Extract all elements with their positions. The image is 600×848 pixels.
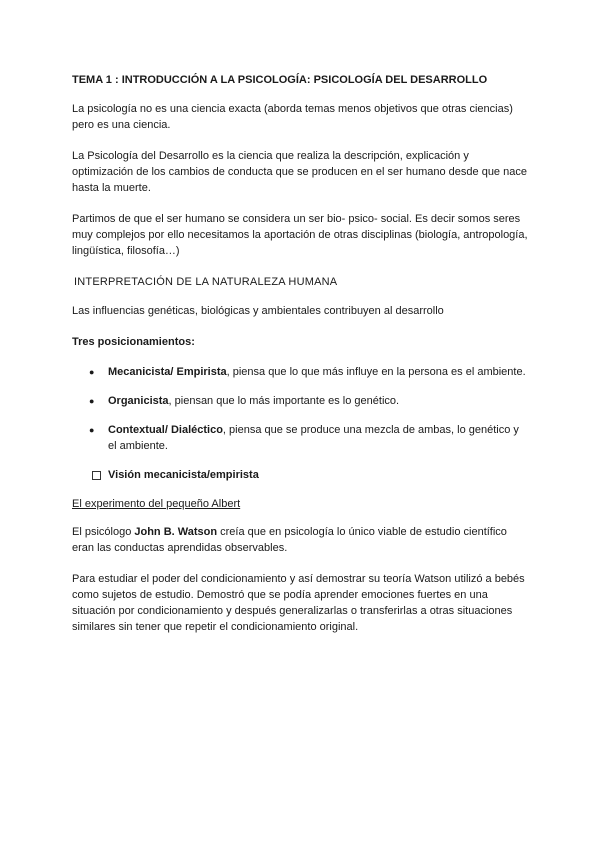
position-term: Mecanicista/ Empirista	[108, 366, 227, 378]
checklist-item-mechanicist[interactable]	[72, 467, 528, 483]
bullet-icon: ●	[89, 425, 95, 435]
checklist-item-label: Visión mecanicista/empirista	[108, 469, 259, 481]
position-description: , piensan que lo más importante es lo genético.	[168, 395, 400, 407]
position-description: , piensa que lo que más influye en la persona es el ambiente.	[226, 366, 526, 378]
positions-heading: Tres posicionamientos:	[72, 336, 195, 348]
position-term: Organicista	[108, 395, 169, 407]
paragraph-influences: Las influencias genéticas, biológicas y ambientales contribuyen al desarrollo	[72, 305, 444, 317]
paragraph-watson	[72, 524, 528, 556]
list-item	[72, 364, 528, 380]
watson-suffix: creía que en psicología lo único viable de estudio científico eran las conductas aprendidas observables.	[72, 526, 507, 554]
watson-name: John B. Watson	[134, 526, 218, 538]
document-title: TEMA 1 : INTRODUCCIÓN A LA PSICOLOGÍA: PSICOLOGÍA DEL DESARROLLO	[72, 74, 488, 86]
experiment-heading: El experimento del pequeño Albert	[72, 498, 241, 510]
list-item	[72, 422, 528, 454]
position-description: , piensa que se produce una mezcla de ambas, lo genético y el ambiente.	[108, 424, 519, 452]
paragraph-conditioning: Para estudiar el poder del condicionamiento y así demostrar su teoría Watson utilizó a bebés como sujetos de estudio. Demostró que se podía aprender emociones fuertes en una situación por condicionamiento y después generalizarlas o transferirlas a otras situaciones similares sin tener que repetir el condicionamiento original.	[72, 573, 525, 633]
position-term: Contextual/ Dialéctico	[108, 424, 223, 436]
paragraph-developmental-definition: La Psicología del Desarrollo es la ciencia que realiza la descripción, explicación y optimización de los cambios de conducta que se producen en el ser humano desde que nace hasta la muerte.	[72, 150, 527, 194]
checkbox-icon[interactable]	[92, 471, 101, 480]
paragraph-psychology-science: La psicología no es una ciencia exacta (aborda temas menos objetivos que otras ciencias) pero es una ciencia.	[72, 103, 513, 131]
bullet-icon: ●	[89, 396, 95, 406]
list-item	[72, 393, 528, 409]
paragraph-bio-psycho-social: Partimos de que el ser humano se considera un ser bio- psico- social. Es decir somos seres muy complejos por ello necesitamos la aportación de otras disciplinas (biología, antropología, lingüística, filosofía…)	[72, 213, 528, 257]
watson-prefix: El psicólogo	[72, 526, 135, 538]
section-heading-human-nature: INTERPRETACIÓN DE LA NATURALEZA HUMANA	[74, 276, 338, 288]
bullet-icon: ●	[89, 367, 95, 377]
positions-list	[72, 364, 528, 454]
